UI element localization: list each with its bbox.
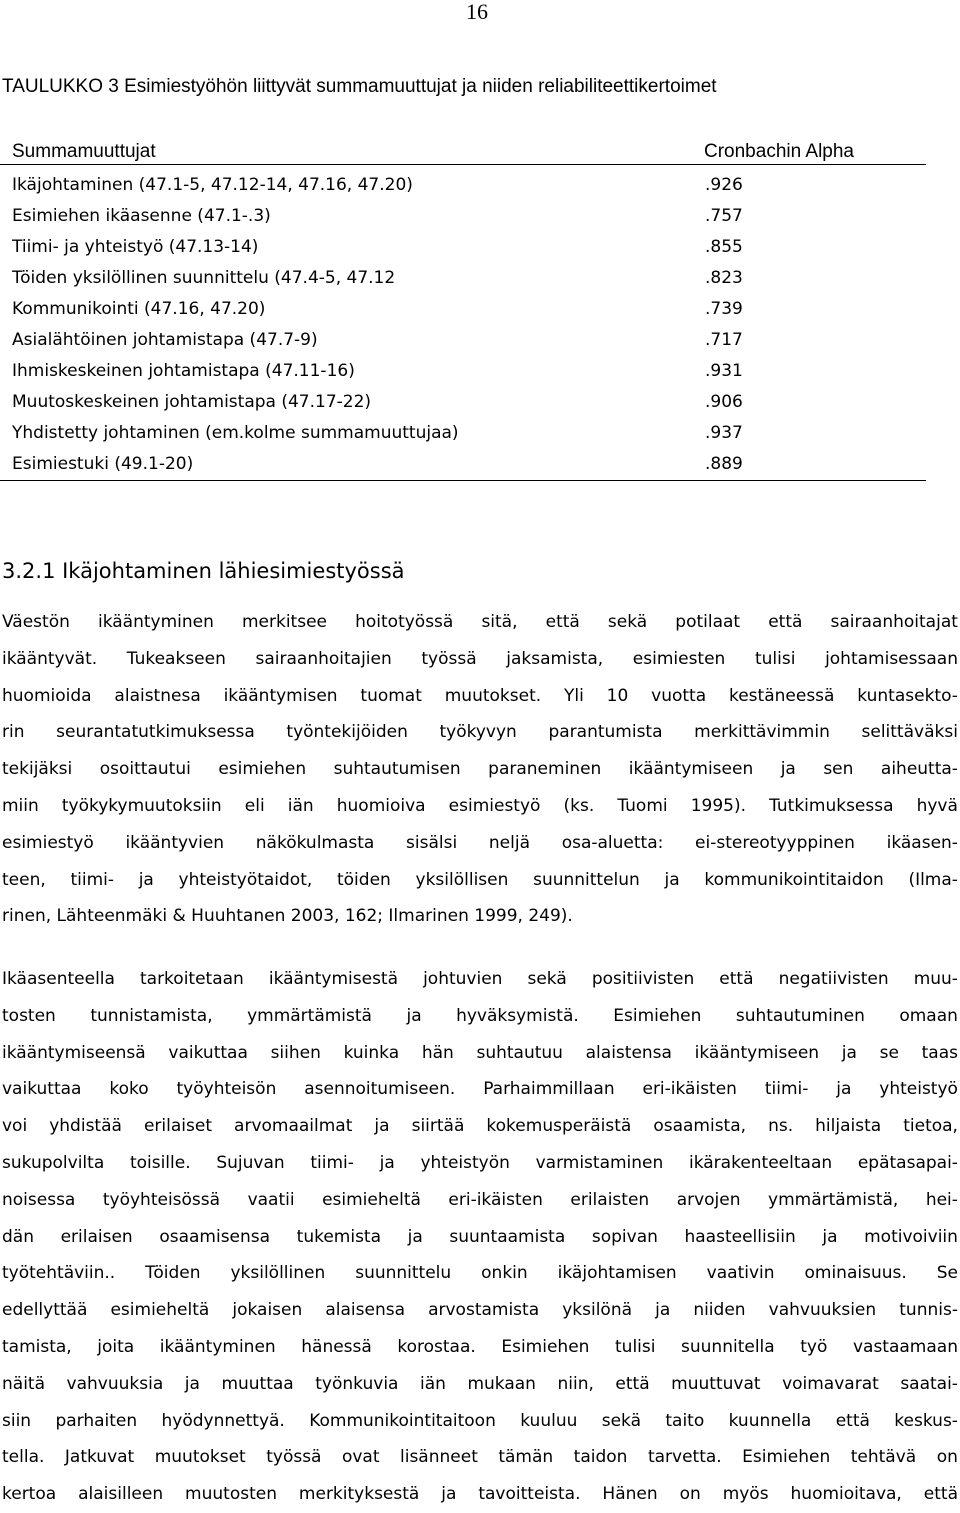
variable-label: Esimiehen ikäasenne (47.1-.3) — [12, 206, 271, 226]
text-line: tosten tunnistamista, ymmärtämistä ja hyväksymistä. Esimiehen suhtautuminen omaan — [2, 1005, 958, 1026]
text-line: noisessa työyhteisössä vaatii esimieheltä eri-ikäisten erilaisten arvojen ymmärtämistä, hei- — [2, 1189, 958, 1210]
text-line: kertoa alaisilleen muutosten merkityksestä ja tavoitteista. Hänen on myös huomioitava, että — [2, 1484, 958, 1505]
text-line: voi yhdistää erilaiset arvomaailmat ja siirtää kokemusperäistä osaamista, ns. hiljaista tietoa, — [2, 1116, 958, 1137]
variable-label: Töiden yksilöllinen suunnittelu (47.4-5, 47.12 — [12, 268, 396, 288]
table-body — [0, 165, 926, 481]
alpha-value: .937 — [705, 423, 743, 443]
variable-label: Yhdistetty johtaminen (em.kolme summamuuttujaa) — [12, 423, 459, 443]
text-line: esimiestyö ikääntyvien näkökulmasta sisälsi neljä osa-aluetta: ei-stereotyyppinen ikäasen- — [2, 832, 958, 853]
text-line: edellyttää esimieheltä jokaisen alaisensa arvostamista yksilönä ja niiden vahvuuksien tunnis- — [2, 1300, 958, 1321]
text-line: tekijäksi osoittautui esimiehen suhtautumisen paraneminen ikääntymiseen ja sen aiheutta- — [2, 759, 958, 780]
column-header-variables: Summamuuttujat — [12, 141, 156, 162]
text-line: tella. Jatkuvat muutokset työssä ovat lisänneet tämän taidon tarvetta. Esimiehen tehtävä on — [2, 1447, 958, 1468]
text-line: tamista, joita ikääntyminen hänessä korostaa. Esimiehen tulisi suunnitella työ vastaamaan — [2, 1336, 958, 1357]
text-line: näitä vahvuuksia ja muuttaa työnkuvia iän mukaan niin, että muuttuvat voimavarat saatai- — [2, 1373, 958, 1394]
table-row — [0, 170, 926, 201]
text-line: teen, tiimi- ja yhteistyötaidot, töiden yksilöllisen suunnittelun ja kommunikointitaidon (Ilma- — [2, 869, 958, 890]
text-line: sukupolvilta toisille. Sujuvan tiimi- ja yhteistyön varmistaminen ikärakenteeltaan epätasapai- — [2, 1152, 958, 1173]
table-row — [0, 325, 926, 356]
page-number: 16 — [466, 0, 488, 24]
section-heading: 3.2.1 Ikäjohtaminen lähiesimiestyössä — [2, 559, 405, 583]
alpha-value: .823 — [705, 268, 743, 288]
text-line: miin työkykymuutoksiin eli iän huomioiva esimiestyö (ks. Tuomi 1995). Tutkimuksessa hyvä — [2, 795, 958, 816]
column-header-alpha: Cronbachin Alpha — [704, 141, 854, 162]
variable-label: Muutoskeskeinen johtamistapa (47.17-22) — [12, 392, 372, 412]
table-header-row — [0, 138, 926, 165]
body-paragraph — [2, 961, 958, 1513]
reliability-table — [0, 138, 926, 481]
text-line: Ikäasenteella tarkoitetaan ikääntymisestä johtuvien sekä positiivisten että negatiivisten muu- — [2, 969, 958, 989]
table-row — [0, 387, 926, 418]
alpha-value: .926 — [705, 175, 743, 195]
alpha-value: .855 — [705, 237, 743, 257]
table-row — [0, 201, 926, 232]
text-line: työtehtäviin.. Töiden yksilöllinen suunnittelu onkin ikäjohtamisen vaativin ominaisuus. Se — [2, 1263, 958, 1284]
text-line: rinen, Lähteenmäki & Huuhtanen 2003, 162; Ilmarinen 1999, 249). — [2, 906, 573, 927]
table-row — [0, 263, 926, 294]
text-line: huomioida alaistnesa ikääntymisen tuomat muutokset. Yli 10 vuotta kestäneessä kuntasekto- — [2, 685, 958, 706]
alpha-value: .889 — [705, 454, 743, 474]
table-row — [0, 232, 926, 263]
alpha-value: .757 — [705, 206, 743, 226]
text-line: ikääntyvät. Tukeakseen sairaanhoitajien työssä jaksamista, esimiesten tulisi johtamisessaan — [2, 648, 958, 669]
variable-label: Asialähtöinen johtamistapa (47.7-9) — [12, 330, 318, 350]
text-line: siin parhaiten hyödynnettyä. Kommunikointitaitoon kuuluu sekä taito kuunnella että keskus- — [2, 1410, 958, 1431]
table-row — [0, 294, 926, 325]
alpha-value: .739 — [705, 299, 743, 319]
alpha-value: .931 — [705, 361, 743, 381]
table-row — [0, 356, 926, 387]
text-line: vaikuttaa koko työyhteisön asennoitumiseen. Parhaimmillaan eri-ikäisten tiimi- ja yhteistyö — [2, 1079, 958, 1100]
variable-label: Esimiestuki (49.1-20) — [12, 454, 194, 474]
body-paragraph — [2, 604, 958, 935]
table-row — [0, 418, 926, 449]
text-line: rin seurantatutkimuksessa työntekijöiden työkyvyn parantumista merkittävimmin selittäväksi — [2, 722, 958, 743]
variable-label: Kommunikointi (47.16, 47.20) — [12, 299, 266, 319]
alpha-value: .717 — [705, 330, 743, 350]
alpha-value: .906 — [705, 392, 743, 412]
text-line: ikääntymiseensä vaikuttaa siihen kuinka hän suhtautuu alaistensa ikääntymiseen ja se taas — [2, 1042, 958, 1063]
variable-label: Ihmiskeskeinen johtamistapa (47.11-16) — [12, 361, 355, 381]
table-caption: TAULUKKO 3 Esimiestyöhön liittyvät summamuuttujat ja niiden reliabiliteettikertoimet — [2, 76, 717, 97]
variable-label: Tiimi- ja yhteistyö (47.13-14) — [12, 237, 259, 257]
text-line: dän erilaisen osaamisensa tukemista ja suuntaamista sopivan haasteellisiin ja motivoiviin — [2, 1226, 958, 1247]
table-row — [0, 449, 926, 480]
text-line: Väestön ikääntyminen merkitsee hoitotyössä sitä, että sekä potilaat että sairaanhoitajat — [2, 612, 958, 632]
variable-label: Ikäjohtaminen (47.1-5, 47.12-14, 47.16, 47.20) — [12, 175, 413, 195]
